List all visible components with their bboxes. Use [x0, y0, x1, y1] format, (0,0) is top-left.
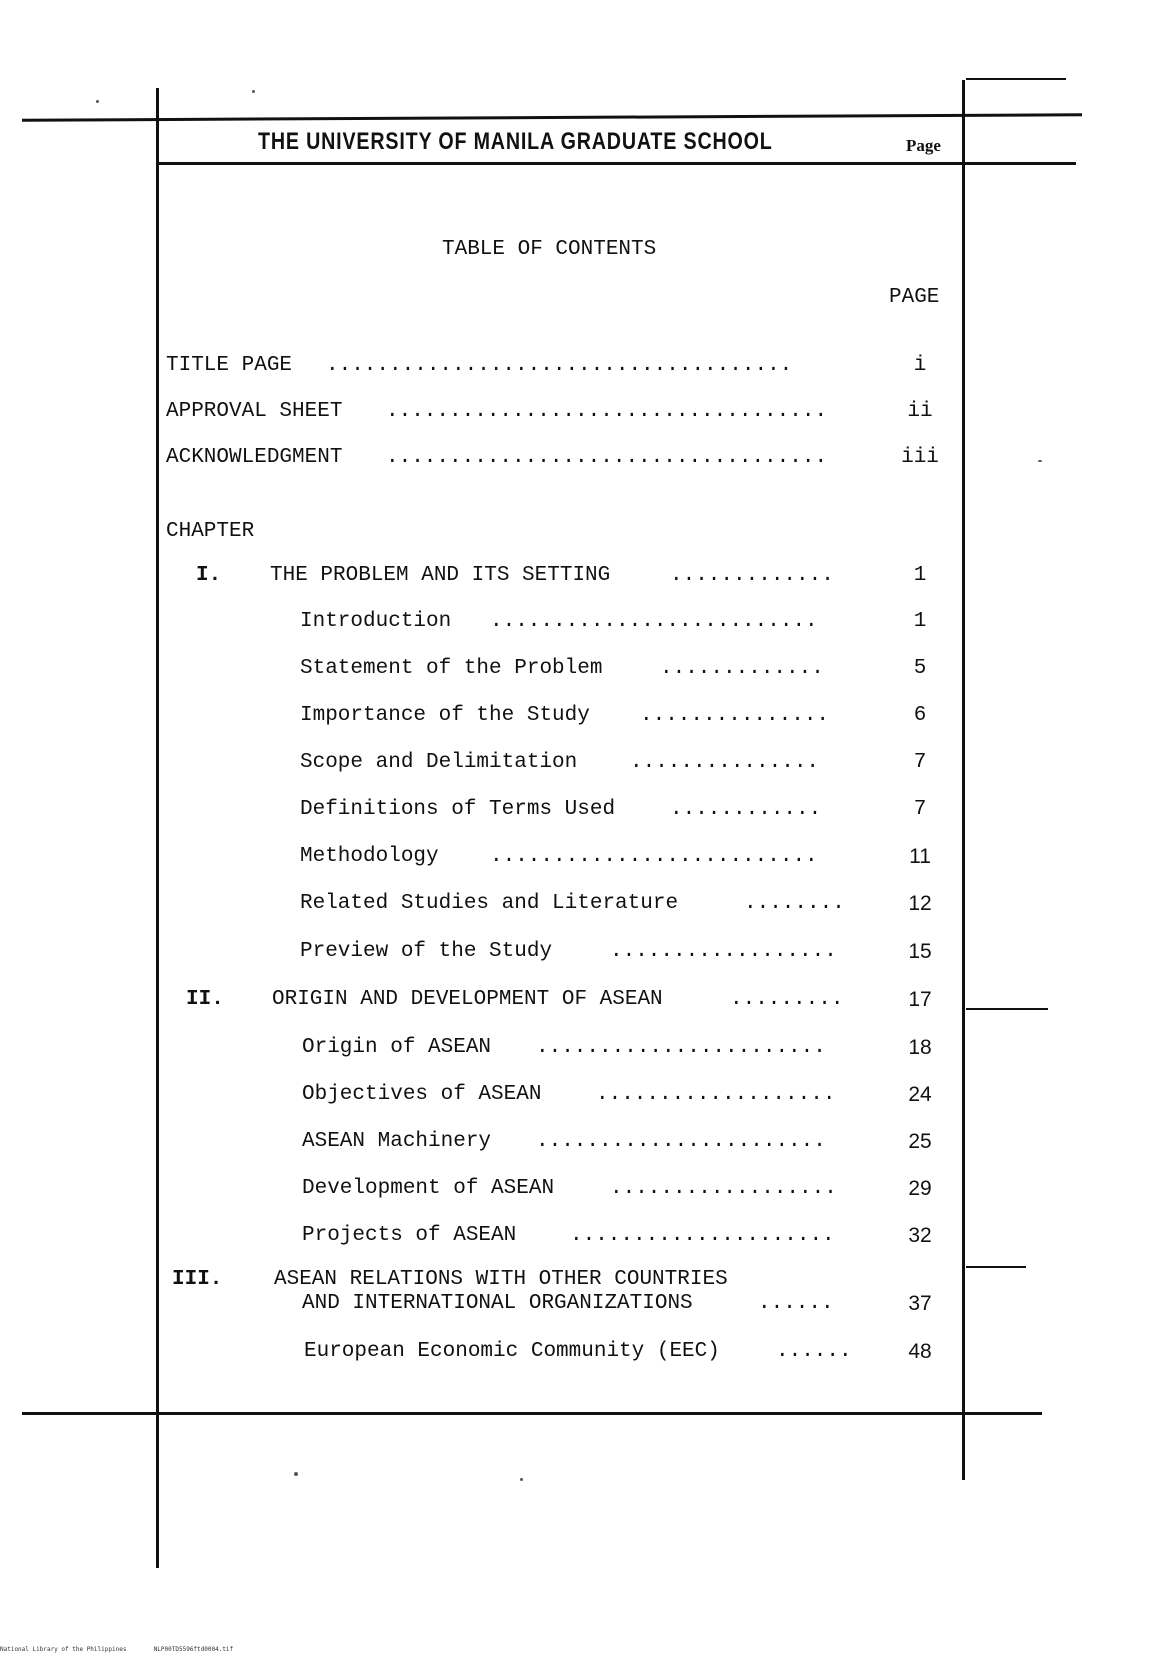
section-page: 32 [908, 1224, 932, 1247]
section-page: 6 [913, 704, 927, 727]
leader-dots: ..................................... [326, 354, 793, 377]
section-row [0, 892, 1168, 922]
section-page: 11 [909, 845, 931, 868]
footer-file: NLP00TD5596ftd0004.tif [153, 1646, 234, 1653]
section-row [0, 940, 1168, 970]
toc-entry-label: ACKNOWLEDGMENT [166, 446, 343, 469]
section-row [0, 1130, 1168, 1160]
section-label: ASEAN Machinery [302, 1130, 492, 1153]
section-label: Development of ASEAN [302, 1177, 555, 1200]
section-page: 29 [908, 1177, 932, 1200]
leader-dots: ................... [596, 1083, 836, 1106]
section-label: Definitions of Terms Used [300, 798, 616, 821]
section-page: 48 [908, 1340, 932, 1363]
section-label: Origin of ASEAN [302, 1036, 492, 1059]
toc-entry-approval-sheet [0, 400, 1168, 430]
bottom-rule [22, 1412, 1042, 1415]
toc-entry-page: iii [901, 446, 939, 469]
toc-entry-page: ii [907, 400, 933, 423]
scan-speck [96, 100, 99, 103]
leader-dots: ....................... [536, 1036, 826, 1059]
section-page: 24 [908, 1083, 932, 1106]
section-label: Scope and Delimitation [300, 751, 578, 774]
section-row [0, 704, 1168, 734]
leader-dots: ......... [730, 988, 844, 1011]
scan-speck [294, 1472, 298, 1476]
scan-footer [0, 1646, 233, 1653]
section-page: 1 [913, 610, 927, 633]
leader-dots: ...... [776, 1340, 852, 1363]
section-row [0, 1340, 1168, 1370]
section-label: Methodology [300, 845, 439, 868]
section-label: Introduction [300, 610, 452, 633]
chapter-heading: CHAPTER [166, 520, 255, 543]
chapter-title: THE PROBLEM AND ITS SETTING [270, 564, 611, 587]
section-page: 15 [908, 940, 932, 963]
section-row [0, 798, 1168, 828]
section-label: Statement of the Problem [300, 657, 603, 680]
section-label: Preview of the Study [300, 940, 553, 963]
leader-dots: .......................... [490, 610, 818, 633]
right-edge-stub [966, 78, 1066, 80]
chapter-numeral: II. [186, 988, 224, 1011]
chapter-title-line-1: ASEAN RELATIONS WITH OTHER COUNTRIES [274, 1268, 728, 1291]
chapter-page: 1 [913, 564, 927, 587]
leader-dots: .................. [610, 940, 837, 963]
section-row [0, 845, 1168, 875]
leader-dots: ............... [630, 751, 820, 774]
chapter-page: 17 [908, 988, 932, 1011]
section-page: 5 [913, 657, 927, 680]
chapter-numeral: I. [196, 564, 222, 587]
section-page: 7 [913, 798, 927, 821]
chapter-title: ORIGIN AND DEVELOPMENT OF ASEAN [272, 988, 663, 1011]
chapter-page: 37 [908, 1292, 932, 1315]
leader-dots: ............... [640, 704, 830, 727]
section-label: Objectives of ASEAN [302, 1083, 542, 1106]
chapter-3-row-2 [0, 1292, 1168, 1322]
section-row [0, 610, 1168, 640]
footer-library: National Library of the Philippines [0, 1646, 127, 1653]
chapter-1-row [0, 564, 1168, 594]
leader-dots: ................................... [386, 400, 828, 423]
chapter-2-row [0, 988, 1168, 1018]
chapter-title-line-2: AND INTERNATIONAL ORGANIZATIONS [302, 1292, 693, 1315]
toc-title: TABLE OF CONTENTS [442, 238, 657, 261]
leader-dots: ...... [758, 1292, 834, 1315]
section-row [0, 751, 1168, 781]
leader-dots: ..................... [570, 1224, 835, 1247]
leader-dots: .................. [610, 1177, 837, 1200]
leader-dots: ............. [660, 657, 824, 680]
section-page: 7 [913, 751, 927, 774]
section-page: 18 [908, 1036, 932, 1059]
toc-entry-page: i [913, 354, 927, 377]
toc-entry-label: APPROVAL SHEET [166, 400, 343, 423]
section-page: 12 [908, 892, 932, 915]
header-page-label: Page [906, 136, 941, 155]
section-label: European Economic Community (EEC) [304, 1340, 720, 1363]
leader-dots: .......................... [490, 845, 818, 868]
scan-speck [252, 90, 255, 93]
section-row [0, 1177, 1168, 1207]
toc-entry-title-page [0, 354, 1168, 384]
chapter-numeral: III. [172, 1268, 223, 1291]
page-column-header: PAGE [889, 286, 940, 309]
section-label: Importance of the Study [300, 704, 590, 727]
section-page: 25 [908, 1130, 932, 1153]
institution-header: THE UNIVERSITY OF MANILA GRADUATE SCHOOL [258, 128, 773, 155]
section-row [0, 1224, 1168, 1254]
leader-dots: ............ [670, 798, 822, 821]
leader-dots: ............. [670, 564, 834, 587]
scan-speck [520, 1478, 523, 1481]
toc-entry-acknowledgment [0, 446, 1168, 476]
section-label: Related Studies and Literature [300, 892, 679, 915]
section-row [0, 657, 1168, 687]
header-underline [158, 162, 1076, 165]
section-row [0, 1083, 1168, 1113]
section-label: Projects of ASEAN [302, 1224, 517, 1247]
leader-dots: ................................... [386, 446, 828, 469]
toc-entry-label: TITLE PAGE [166, 354, 293, 377]
top-rule [22, 113, 1082, 122]
leader-dots: ........ [744, 892, 845, 915]
section-row [0, 1036, 1168, 1066]
leader-dots: ....................... [536, 1130, 826, 1153]
scan-speck [1038, 460, 1042, 462]
